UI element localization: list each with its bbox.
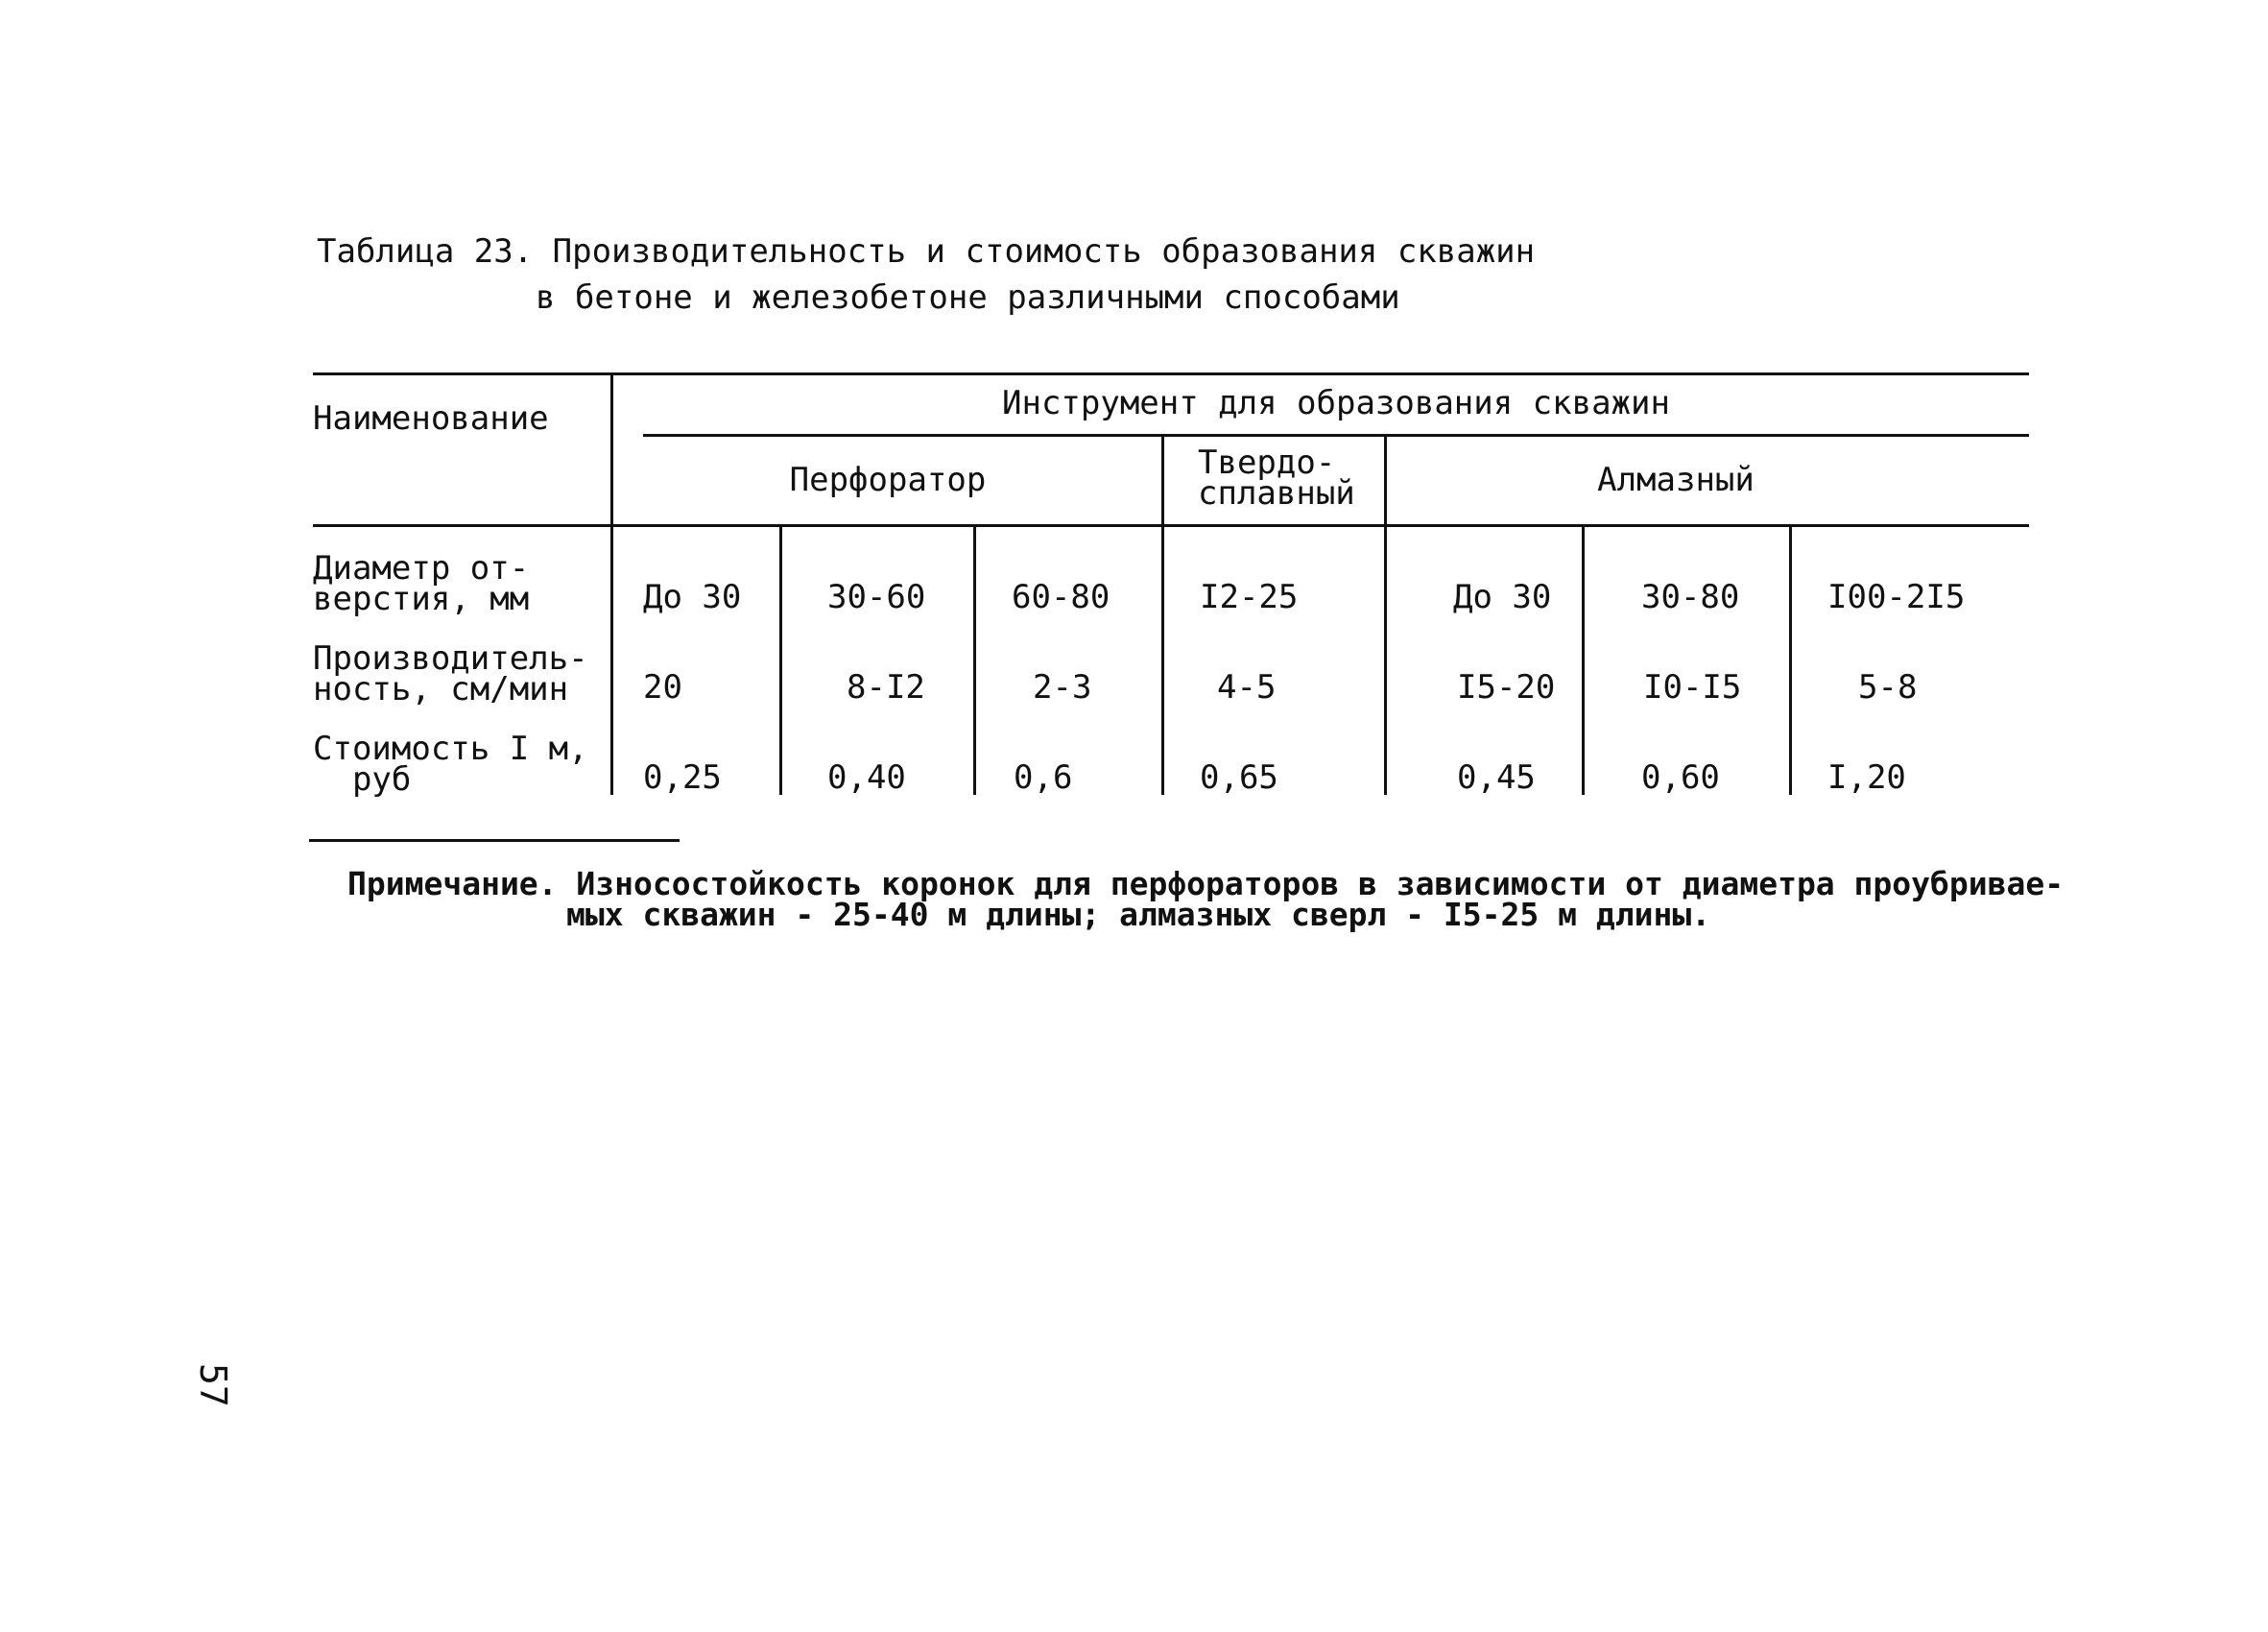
table-cell: I0-I5 (1643, 668, 1742, 707)
table-cell: 30-80 (1641, 578, 1740, 616)
group-header-carbide: Твердо- сплавный (1198, 444, 1355, 513)
table-cell: 0,45 (1457, 758, 1536, 797)
note-line-1: Примечание. Износостойкость коронок для перфораторов в зависимости от диаметра проубривае- (347, 865, 2065, 902)
table-cell: 60-80 (1012, 578, 1110, 616)
group-header-perforator: Перфоратор (789, 461, 987, 499)
group-divider-carbide (1161, 436, 1164, 795)
column-divider-2 (973, 526, 976, 795)
table-cell: До 30 (643, 578, 742, 616)
table-cell: I2-25 (1200, 578, 1299, 616)
note-separator-rule (309, 839, 680, 842)
row-label-cost: Стоимость I м, руб (313, 730, 588, 799)
table-cell: 0,6 (1014, 758, 1073, 797)
note-line-2: мых скважин - 25-40 м длины; алмазных сверл - I5-25 м длины. (566, 896, 1711, 933)
table-cell: 0,40 (827, 758, 906, 797)
column-divider-5 (1582, 526, 1585, 795)
table-cell: 5-8 (1858, 668, 1918, 707)
header-bottom-rule (313, 524, 2029, 527)
table-cell: 4-5 (1217, 668, 1277, 707)
group-header-diamond: Алмазный (1597, 461, 1755, 499)
table-cell: 0,25 (643, 758, 722, 797)
caption-line-2: в бетоне и железобетоне различными способами (536, 278, 1400, 317)
group-divider-diamond (1384, 436, 1387, 795)
table-cell: 20 (643, 668, 682, 707)
column-divider-6 (1789, 526, 1792, 795)
table-cell: I5-20 (1457, 668, 1556, 707)
table-cell: 0,60 (1641, 758, 1720, 797)
caption-line-1: Таблица 23. Производительность и стоимость образования скважин (317, 232, 1536, 271)
tool-header: Инструмент для образования скважин (1002, 384, 1670, 422)
table-cell: I,20 (1827, 758, 1906, 797)
row-label-diameter: Диаметр от- верстия, мм (313, 549, 530, 618)
row-label-productivity: Производитель- ность, см/мин (313, 639, 588, 708)
table-cell: 2-3 (1033, 668, 1092, 707)
table-cell: 8-I2 (847, 668, 925, 707)
tool-header-rule (643, 434, 2029, 437)
table-caption (317, 228, 1535, 321)
table-cell: 0,65 (1200, 758, 1278, 797)
table-cell: До 30 (1453, 578, 1552, 616)
page-number: 57 (192, 1363, 234, 1407)
column-divider-1 (779, 526, 782, 795)
table-cell: 30-60 (827, 578, 926, 616)
name-header: Наименование (313, 399, 549, 438)
table-cell: I00-2I5 (1827, 578, 1966, 616)
table-top-rule (313, 372, 2029, 375)
table-note (347, 865, 2065, 933)
name-column-divider (610, 372, 613, 795)
